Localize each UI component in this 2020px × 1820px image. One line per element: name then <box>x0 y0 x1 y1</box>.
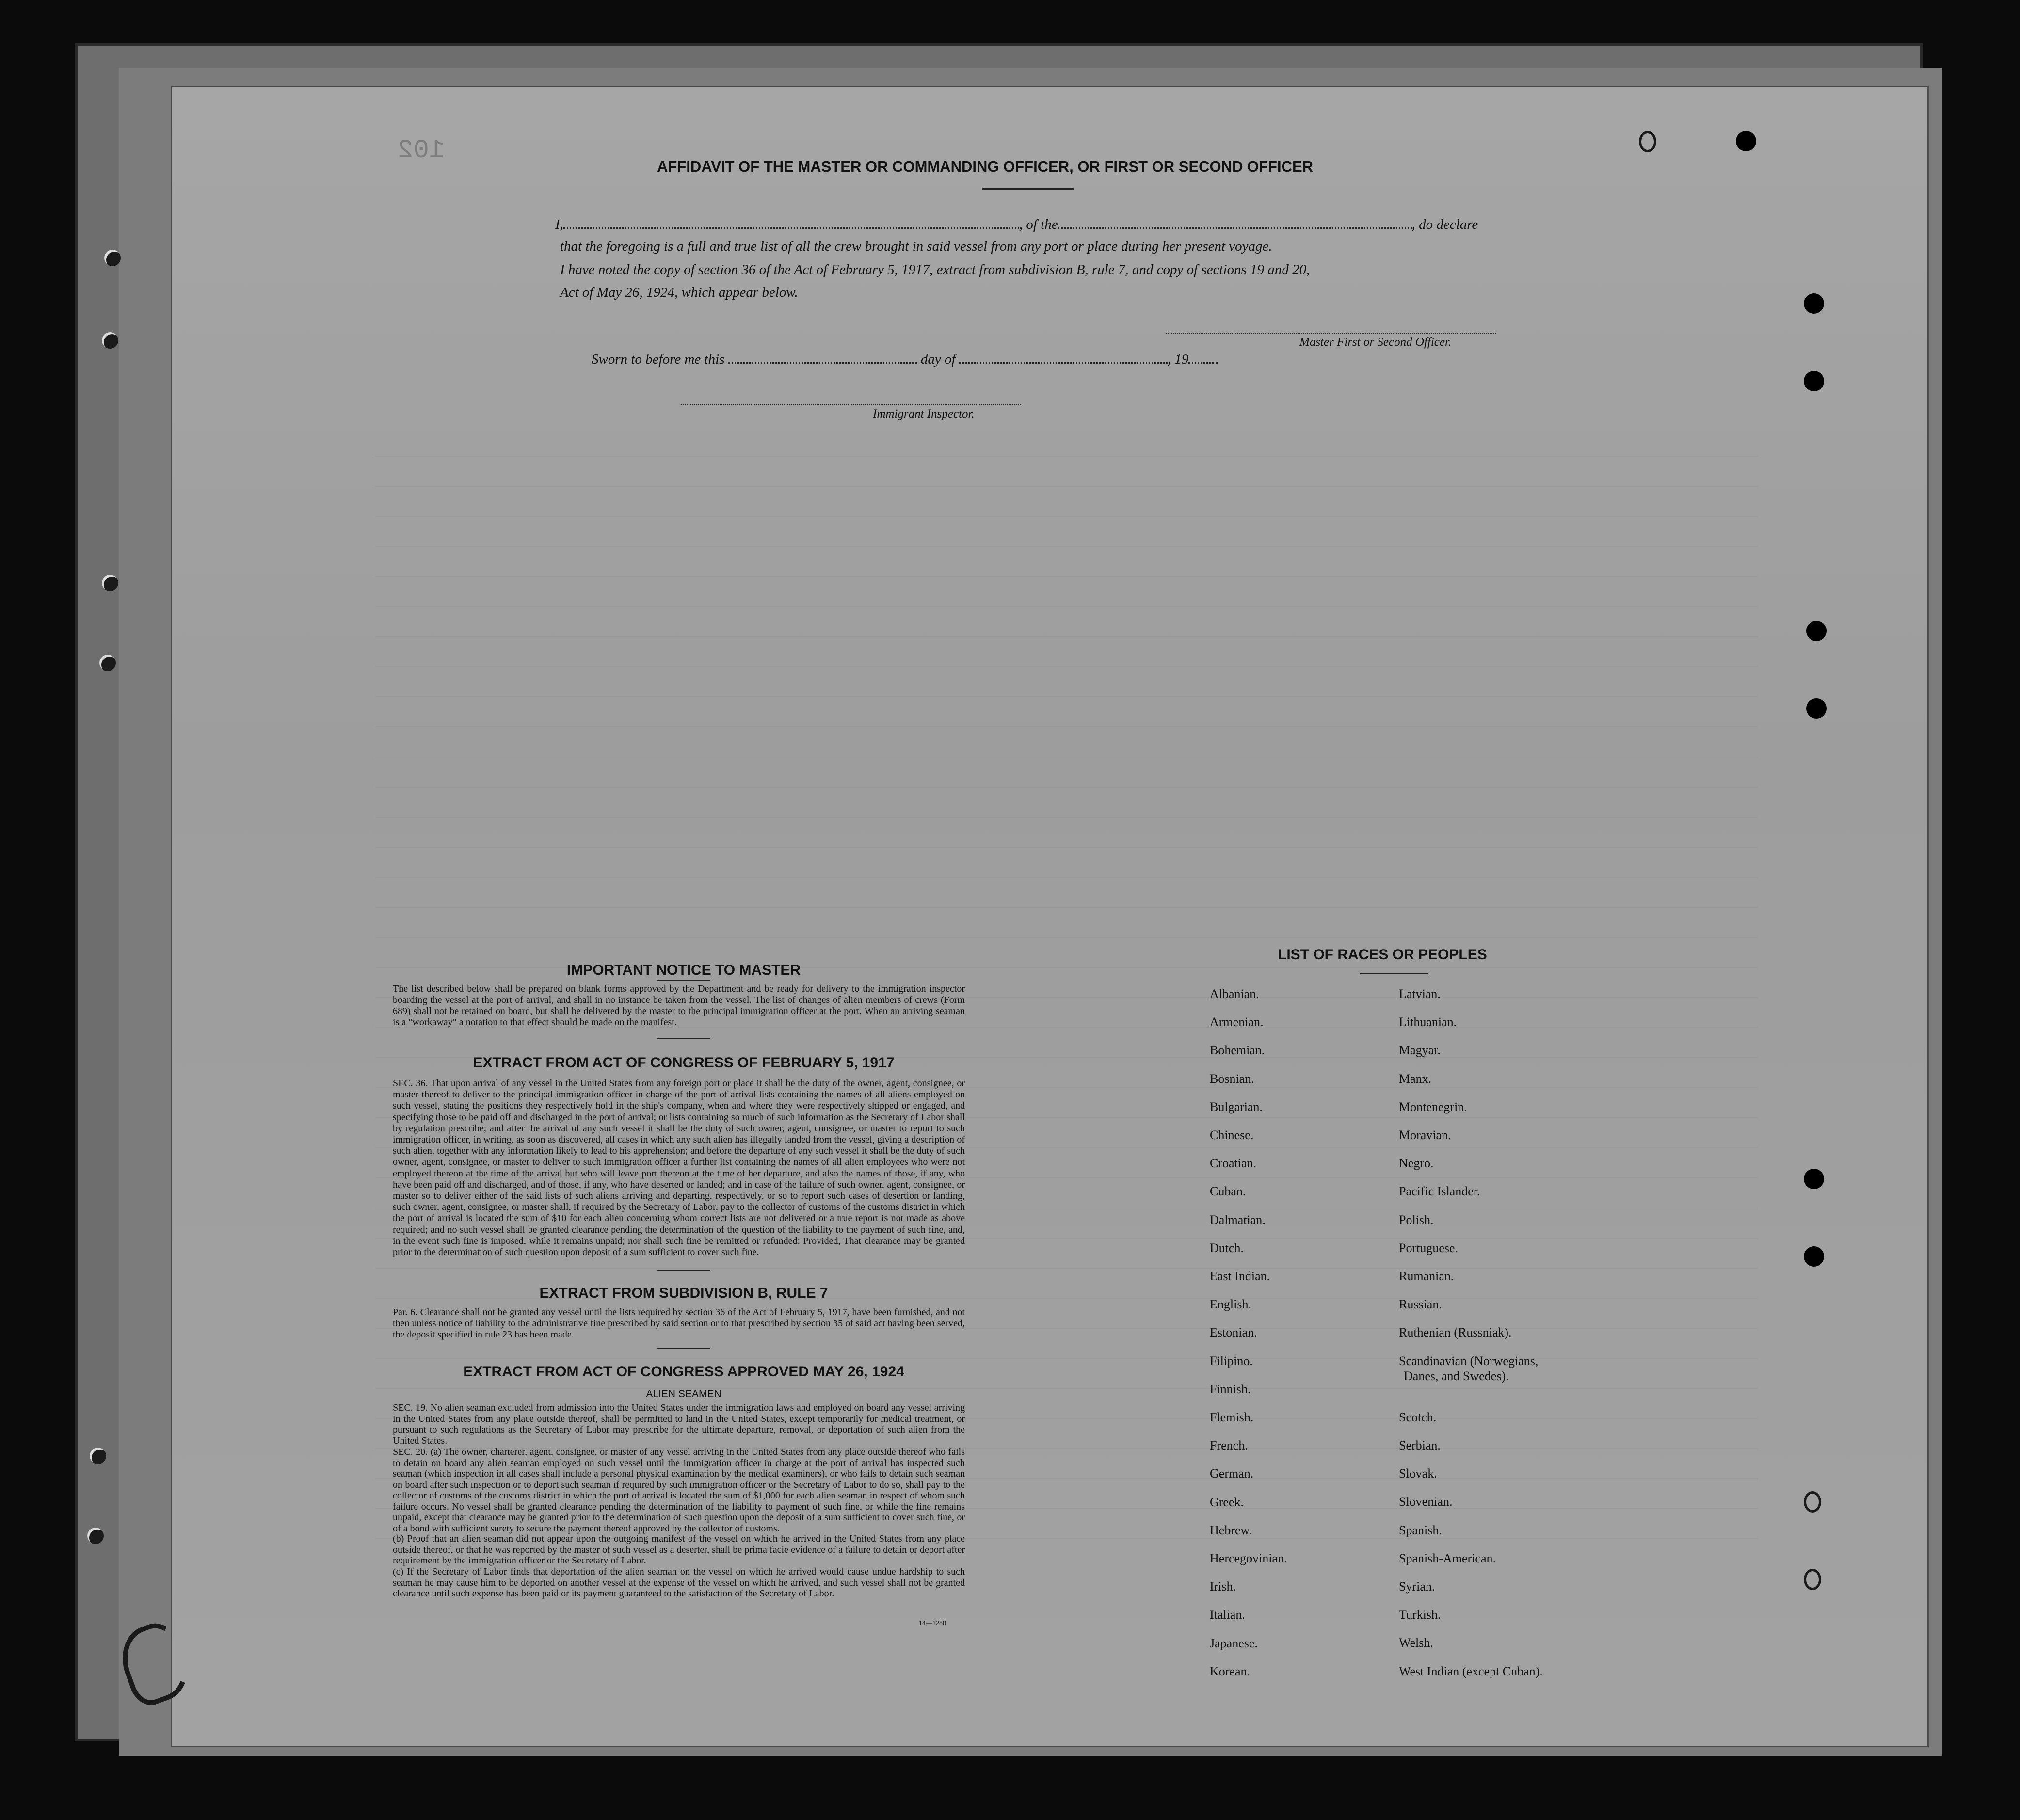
races-divider <box>1360 973 1428 974</box>
extract-1924-subtitle: ALIEN SEAMEN <box>646 1388 721 1400</box>
punch-hole <box>1804 293 1824 314</box>
race-item: Filipino. <box>1210 1353 1253 1368</box>
sworn-line <box>592 352 1218 368</box>
sworn-year-label: , 19 <box>1167 352 1189 367</box>
extract-rule7-body: Par. 6. Clearance shall not be granted any vessel until the lists required by section 36 of the Act of February 5, 1917, have been furnished, and not then unless notice of liability to the administrative fine prescribed by said section or to that prescribed by section 35 of said act having been served, the deposit specified in rule 23 has been made. <box>393 1307 965 1340</box>
race-item: Latvian. <box>1399 987 1441 1001</box>
binder-hole <box>102 575 118 591</box>
bleed-through-page-number: 102 <box>398 136 445 165</box>
affidavit-line3: I have noted the copy of section 36 of the Act of February 5, 1917, extract from subdivision B, rule 7, and copy of sections 19 and 20, <box>560 262 1310 277</box>
extract-1924-title: EXTRACT FROM ACT OF CONGRESS APPROVED MAY 26, 1924 <box>463 1364 904 1380</box>
affidavit-title: AFFIDAVIT OF THE MASTER OR COMMANDING OFFICER, OR FIRST OR SECOND OFFICER <box>657 158 1314 175</box>
punch-hole <box>1736 131 1756 151</box>
race-item: Scotch. <box>1399 1410 1437 1424</box>
race-item: Pacific Islander. <box>1399 1184 1480 1199</box>
race-item: Bosnian. <box>1210 1071 1254 1086</box>
race-item: Ruthenian (Russniak). <box>1399 1325 1512 1340</box>
vessel-blank <box>1058 227 1412 229</box>
affidavit-i: I, <box>555 217 563 232</box>
race-item: Lithuanian. <box>1399 1015 1457 1030</box>
race-item: Chinese. <box>1210 1128 1254 1142</box>
extract-1917-body: SEC. 36. That upon arrival of any vessel in the United States from any foreign port or place it shall be the duty of the owner, agent, consignee, or master thereof to deliver to the principal immigration officer in charge of the port of arrival lists containing the names of all aliens employed on such vessel, stating the positions they respectively hold in the ship's company, when and where they were respectively shipped or engaged, and specifying those to be paid off and discharged in the port of arrival; or lists containing so much of such information as the Secretary of Labor shall by regulation prescribe; and after the arrival of any such vessel it shall be the duty of such owner, agent, consignee, or master to report to such immigration officer, in writing, as soon as discovered, all cases in which any such alien has illegally landed from the vessel, giving a description of such alien, together with any information likely to lead to his apprehension; and before the departure of any such vessel it shall be the duty of such owner, agent, consignee, or master to deliver to such immigration officer a further list containing the names of all alien employees who were not employed thereon at the time of the arrival but who will leave port thereon at the time of her departure, and also the names of those, if any, who have been paid off and discharged, and of those, if any, who have deserted or landed; and in case of the failure of such owner, agent, consignee, or master so to deliver either of the said lists of such aliens arriving and departing, respectively, or so to report such cases of desertion or landing, such owner, agent, consignee, or master shall, if required by the Secretary of Labor, pay to the collector of customs of the customs district in which the port of arrival is located the sum of $10 for each alien concerning whom correct lists are not delivered or a true report is not made as above required; and no such vessel shall be granted clearance pending the determination of the question of the liability to the payment of such fine, and, in the event such fine is imposed, while it remains unpaid; nor shall such fine be remitted or refunded: Provided, That clearance may be granted prior to the determination of such question upon deposit of a sum sufficient to cover such fine. <box>393 1078 965 1258</box>
affidavit-of-the: , of the <box>1019 217 1058 232</box>
punch-hole <box>1804 371 1824 391</box>
sworn-date-blank <box>728 362 917 364</box>
binder-hole <box>99 655 116 671</box>
sworn-label: Sworn to before me this <box>592 352 725 367</box>
section-divider <box>657 1270 710 1271</box>
sworn-month-blank <box>959 362 1168 364</box>
race-item: Greek. <box>1210 1495 1244 1509</box>
affidavit-line4: Act of May 26, 1924, which appear below. <box>560 285 798 300</box>
extract-1917-title: EXTRACT FROM ACT OF CONGRESS OF FEBRUARY 5, 1917 <box>473 1055 895 1071</box>
race-item: Irish. <box>1210 1579 1236 1594</box>
race-item: Syrian. <box>1399 1579 1435 1594</box>
sec19-body: SEC. 19. No alien seaman excluded from admission into the United States under the immigration laws and employed on board any vessel arriving in the United States from any place outside thereof, shall be permitted to land in the United States, except temporarily for medical treatment, or pursuant to such regulations as the Secretary of Labor may prescribe for the ultimate departure, removal, or deportation of such alien from the United States. <box>393 1402 965 1446</box>
race-item: Turkish. <box>1399 1608 1441 1622</box>
race-item: Welsh. <box>1399 1636 1433 1650</box>
notice-title: IMPORTANT NOTICE TO MASTER <box>566 962 801 978</box>
binder-hole <box>102 332 118 349</box>
race-item: Russian. <box>1399 1297 1442 1312</box>
race-item: West Indian (except Cuban). <box>1399 1664 1543 1678</box>
race-item: German. <box>1210 1466 1254 1481</box>
title-divider <box>982 188 1074 190</box>
punch-hole <box>1804 1246 1824 1267</box>
punch-hole <box>1806 621 1827 641</box>
section-divider <box>657 1038 710 1039</box>
affidavit-do-declare: , do declare <box>1411 217 1478 232</box>
punch-hole <box>1806 698 1827 719</box>
race-item: Bulgarian. <box>1210 1099 1263 1114</box>
race-item: Montenegrin. <box>1399 1099 1467 1114</box>
race-item: Armenian. <box>1210 1015 1264 1030</box>
punch-hole <box>1804 1491 1821 1513</box>
race-item: Bohemian. <box>1210 1043 1265 1058</box>
sworn-day-label: day of <box>920 352 956 367</box>
race-item: Rumanian. <box>1399 1269 1454 1283</box>
race-item: Estonian. <box>1210 1325 1257 1340</box>
punch-hole <box>1639 131 1656 152</box>
binder-hole <box>87 1528 104 1544</box>
sec20a-body: SEC. 20. (a) The owner, charterer, agent, consignee, or master of any vessel arriving in the United States from any place outside thereof who fails to detain on board any alien seaman employed on such vessel until the immigration officer in charge at the port of arrival has inspected such seaman (which inspection in all cases shall include a personal physical examination by the medical examiners), or who fails to detain such seaman on board after such inspection or to deport such seaman if required by such immigration officer or the Secretary of Labor to do so, shall pay to the collector of customs of the customs district in which the port of arrival is located the sum of $1,000 for each alien seaman in respect of whom such failure occurs. No vessel shall be granted clearance pending the determination of the liability to payment of such fine, or while the fine remains unpaid, except that clearance may be granted prior to the determination of such question upon the deposit of a sum sufficient to cover such fine, or of a bond with sufficient surety to secure the payment thereof approved by the collector of customs. <box>393 1447 965 1534</box>
race-item: Scandinavian (Norwegians, <box>1399 1353 1539 1368</box>
sec20b-body: (b) Proof that an alien seaman did not appear upon the outgoing manifest of the vessel on which he arrived in the United States from any place outside thereof, or that he was reported by the master of such vessel as a deserter, shall be prima facie evidence of a failure to detain or deport after requirement by the immigration officer or the Secretary of Labor. <box>393 1533 965 1566</box>
affidavit-line2: that the foregoing is a full and true list of all the crew brought in said vessel from any port or place during her present voyage. <box>560 239 1272 254</box>
race-item: Moravian. <box>1399 1128 1451 1142</box>
race-item: Flemish. <box>1210 1410 1254 1424</box>
inspector-line <box>681 403 1021 405</box>
race-item: Cuban. <box>1210 1184 1246 1199</box>
form-number: 14—1280 <box>919 1620 946 1627</box>
race-item: Hercegovinian. <box>1210 1551 1287 1565</box>
races-title: LIST OF RACES OR PEOPLES <box>1278 947 1487 963</box>
race-item: Korean. <box>1210 1664 1250 1678</box>
binder-hole <box>104 250 121 266</box>
race-item: Manx. <box>1399 1071 1432 1086</box>
punch-hole <box>1804 1169 1824 1189</box>
signature-label: Master First or Second Officer. <box>1299 336 1452 349</box>
race-item: Negro. <box>1399 1156 1434 1171</box>
race-item: Magyar. <box>1399 1043 1441 1058</box>
race-item: Croatian. <box>1210 1156 1257 1171</box>
notice-divider <box>657 980 710 981</box>
race-item: Hebrew. <box>1210 1523 1252 1537</box>
race-item: Slovak. <box>1399 1466 1437 1481</box>
sworn-year-blank <box>1188 362 1218 364</box>
race-item: Slovenian. <box>1399 1495 1453 1509</box>
race-item: Spanish. <box>1399 1523 1442 1537</box>
race-item: French. <box>1210 1438 1248 1453</box>
race-item: Italian. <box>1210 1608 1245 1622</box>
punch-hole <box>1804 1569 1821 1590</box>
race-item: Danes, and Swedes). <box>1404 1369 1509 1383</box>
extract-rule7-title: EXTRACT FROM SUBDIVISION B, RULE 7 <box>539 1285 828 1301</box>
race-item: Serbian. <box>1399 1438 1441 1452</box>
race-item: Japanese. <box>1210 1636 1258 1650</box>
race-item: Dutch. <box>1210 1240 1244 1255</box>
sec20c-body: (c) If the Secretary of Labor finds that deportation of the alien seaman on the vessel on which he arrived would cause undue hardship to such seaman he may cause him to be deported on another vessel at the expense of the vessel on which he arrived, and such vessel shall not be granted clearance until such expense has been paid or its payment guaranteed to the satisfaction of the Secretary of Labor. <box>393 1566 965 1599</box>
race-item: Portuguese. <box>1399 1240 1459 1255</box>
section-divider <box>657 1348 710 1349</box>
inspector-label: Immigrant Inspector. <box>873 407 975 420</box>
notice-body: The list described below shall be prepared on blank forms approved by the Department and be ready for delivery to the immigration inspector boarding the vessel at the port of arrival, and shall in no instance be taken from the vessel. The list of changes of alien members of crews (Form 689) shall not be retained on board, but shall be delivered by the master to the principal immigration officer at the port. When an arriving seaman is a "workaway" a notation to that effect should be made on the manifest. <box>393 983 965 1028</box>
name-blank <box>563 227 1019 229</box>
document-page <box>172 87 1927 1746</box>
race-item: Polish. <box>1399 1212 1434 1227</box>
affidavit-line1 <box>555 217 1632 233</box>
race-item: Albanian. <box>1210 987 1259 1001</box>
race-item: Spanish-American. <box>1399 1551 1496 1565</box>
race-item: Finnish. <box>1210 1382 1251 1396</box>
signature-line <box>1166 332 1496 334</box>
race-item: East Indian. <box>1210 1269 1270 1283</box>
race-item: Dalmatian. <box>1210 1212 1266 1227</box>
race-item: English. <box>1210 1297 1251 1312</box>
binder-hole <box>90 1448 106 1464</box>
